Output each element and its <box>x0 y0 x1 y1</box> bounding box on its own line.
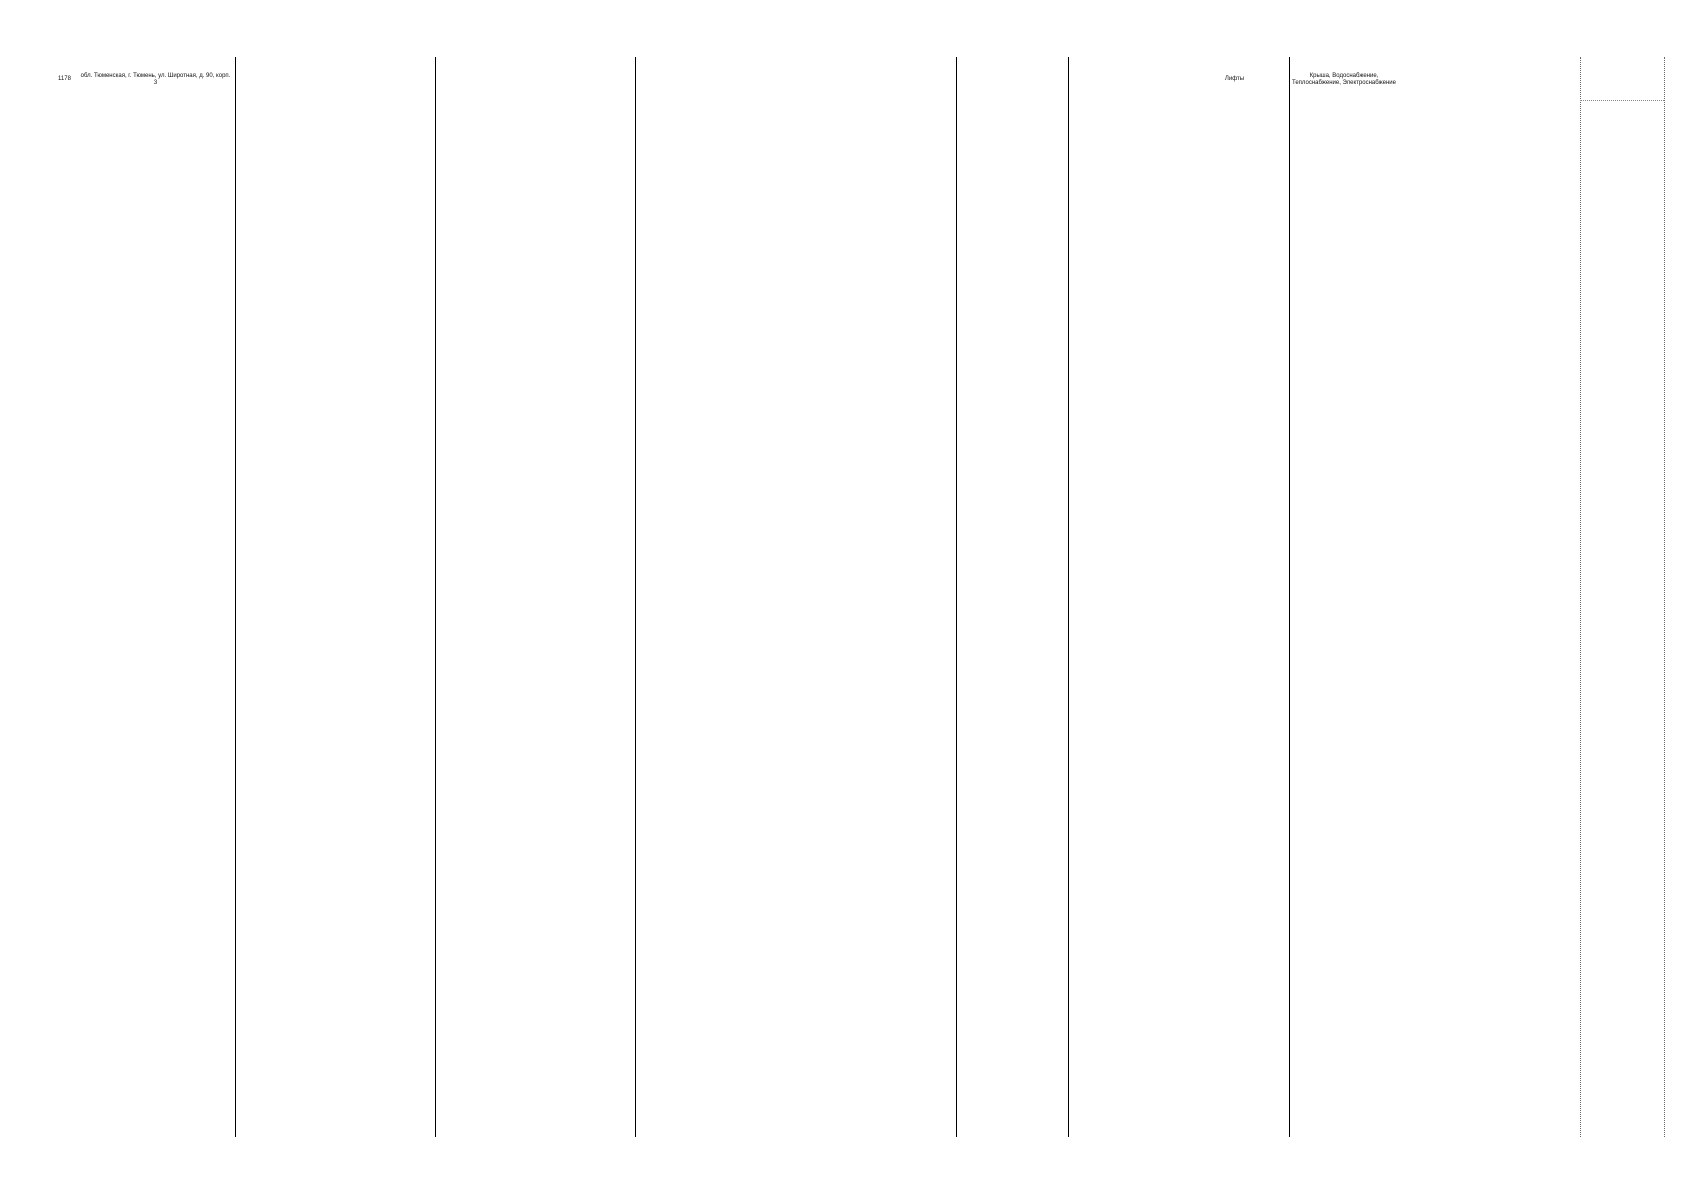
address-cell: обл. Тюменская, г. Тюмень, ул. Широтная, д. 90, корп. 3 <box>80 72 231 86</box>
work-type-cell <box>238 57 333 102</box>
column-border <box>1068 57 1069 1137</box>
data-table <box>60 57 1665 1137</box>
work-type-cell <box>1583 57 1661 102</box>
work-type-cell <box>638 57 742 102</box>
column-border <box>235 57 236 1137</box>
work-type-cell <box>1399 57 1504 102</box>
column-border <box>1664 57 1665 1137</box>
work-type-cell <box>335 57 435 102</box>
work-type-cell: Лифты <box>1224 76 1245 82</box>
column-border <box>956 57 957 1137</box>
column-border <box>1580 57 1581 1137</box>
work-type-cell: Крыша, Водоснабжение, Теплоснабжение, Электроснабжение <box>1292 72 1396 86</box>
column-border <box>1289 57 1290 1137</box>
work-type-cell <box>1068 57 1180 102</box>
work-type-cell <box>842 57 956 102</box>
column-border <box>635 57 636 1137</box>
column-border <box>435 57 436 1137</box>
work-type-cell <box>535 57 635 102</box>
work-type-cell <box>742 57 842 102</box>
work-type-cell <box>438 57 535 102</box>
work-type-cell <box>959 57 1068 102</box>
row-number: 1178 <box>58 76 71 82</box>
